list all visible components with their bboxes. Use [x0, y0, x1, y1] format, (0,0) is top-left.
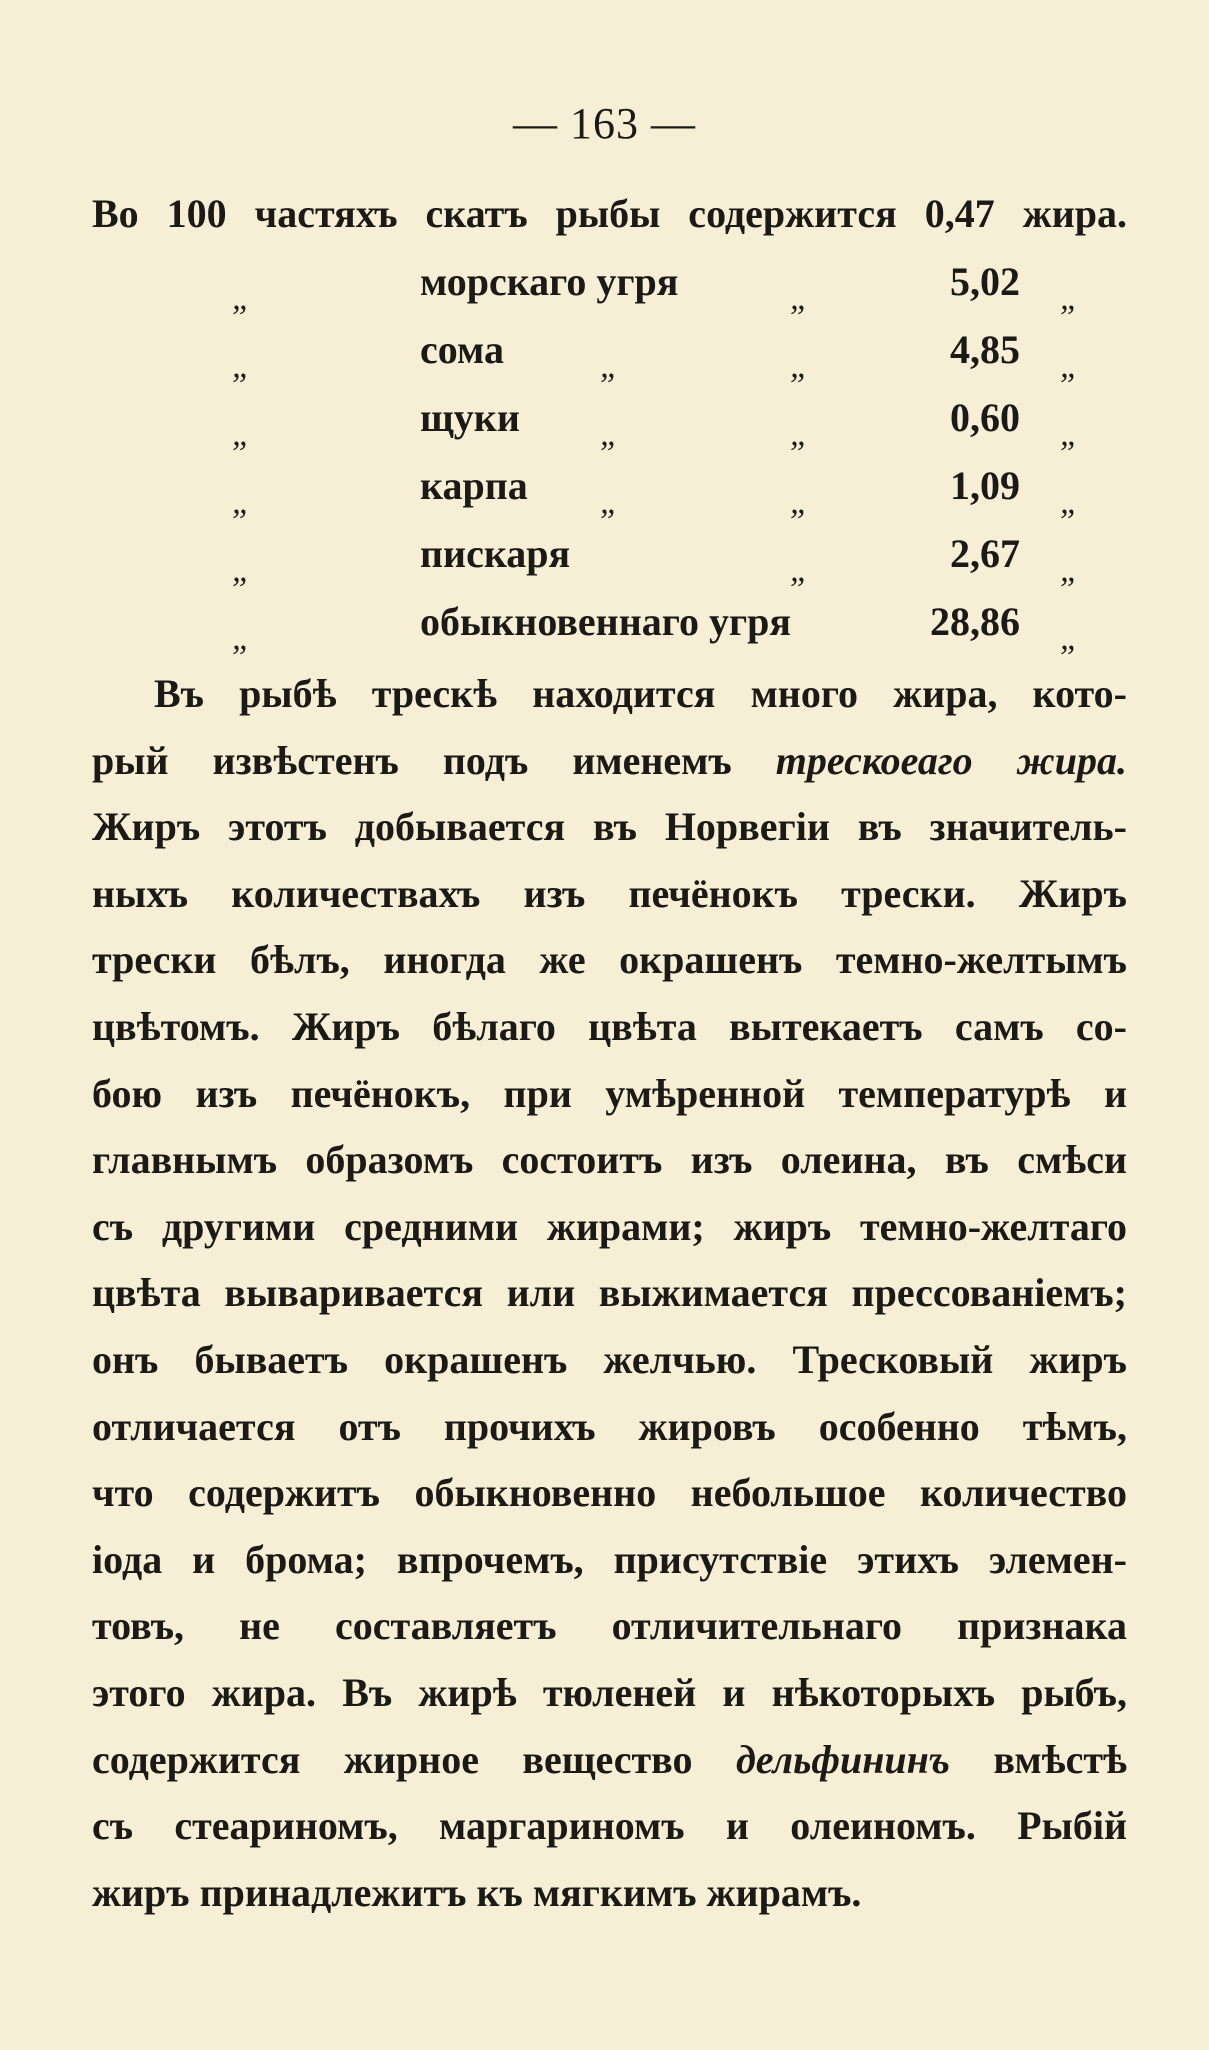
paragraph-line: товъ, не составляетъ отличительнаго признака: [92, 1603, 1127, 1649]
fish-name: пискаря: [420, 531, 571, 576]
table-row: [0, 394, 1209, 454]
ditto-mark: „: [232, 416, 251, 453]
paragraph-line: жиръ принадлежитъ къ мягкимъ жирамъ.: [92, 1869, 862, 1915]
body-paragraph: [92, 668, 1127, 1933]
paragraph-line: этого жира. Въ жирѣ тюленей и нѣкоторыхъ рыбъ,: [92, 1669, 1127, 1715]
paragraph-line: онъ бываетъ окрашенъ желчью. Тресковый жиръ: [92, 1336, 1127, 1382]
paragraph-line: цвѣта вываривается или выжимается прессованіемъ;: [92, 1270, 1127, 1316]
ditto-mark: „: [1060, 348, 1079, 385]
paragraph-line: съ другими средними жирами; жиръ темно-желтаго: [92, 1203, 1127, 1249]
paragraph-line: главнымъ образомъ состоитъ изъ олеина, въ смѣси: [92, 1137, 1127, 1183]
ditto-mark: „: [232, 484, 251, 521]
ditto-mark: „: [232, 552, 251, 589]
fat-value: 1,09: [950, 463, 1020, 508]
ditto-mark: „: [232, 280, 251, 317]
fish-name: морскаго угря: [420, 259, 679, 304]
ditto-mark: „: [232, 620, 251, 657]
fat-value: 28,86: [930, 599, 1020, 644]
fish-name: щуки: [420, 395, 520, 440]
ditto-mark: „: [1060, 552, 1079, 589]
ditto-mark: „: [790, 552, 809, 589]
fat-value: 2,67: [950, 531, 1020, 576]
intro-line: Во 100 частяхъ скатъ рыбы содержится 0,47 жира.: [92, 191, 1127, 236]
table-row: [0, 258, 1209, 318]
fish-name: сома: [420, 327, 504, 372]
paragraph-line: бою изъ печёнокъ, при умѣренной температурѣ и: [92, 1070, 1127, 1116]
ditto-mark: „: [232, 348, 251, 385]
ditto-mark: „: [600, 348, 619, 385]
ditto-mark: „: [1060, 484, 1079, 521]
line-text: содержится жирное вещество: [92, 1736, 736, 1782]
fat-value: 5,02: [950, 259, 1020, 304]
ditto-mark: „: [790, 484, 809, 521]
ditto-mark: „: [790, 416, 809, 453]
fat-value: 0,60: [950, 395, 1020, 440]
paragraph-line: Жиръ этотъ добывается въ Норвегіи въ значитель-: [92, 804, 1127, 850]
emphasized-term: трескоеаго жира.: [775, 737, 1128, 783]
ditto-mark: „: [1060, 620, 1079, 657]
table-row: [0, 462, 1209, 522]
paragraph-line: Въ рыбѣ трескѣ находится много жира, кото-: [154, 671, 1127, 716]
fish-name: карпа: [420, 463, 528, 508]
table-row: [0, 326, 1209, 386]
table-row: [0, 530, 1209, 590]
paragraph-line: отличается отъ прочихъ жировъ особенно тѣмъ,: [92, 1403, 1127, 1449]
page-number: — 163 —: [513, 99, 696, 148]
ditto-mark: „: [790, 280, 809, 317]
ditto-mark: „: [600, 484, 619, 521]
paragraph-line: ныхъ количествахъ изъ печёнокъ трески. Жиръ: [92, 870, 1127, 916]
paragraph-line: цвѣтомъ. Жиръ бѣлаго цвѣта вытекаетъ самъ со-: [92, 1003, 1127, 1049]
paragraph-line: трески бѣлъ, иногда же окрашенъ темно-желтымъ: [92, 937, 1127, 983]
ditto-mark: „: [1060, 416, 1079, 453]
paragraph-line: іода и брома; впрочемъ, присутствіе этихъ элемен-: [92, 1536, 1127, 1582]
paragraph-line: что содержитъ обыкновенно небольшое количество: [92, 1470, 1127, 1516]
paragraph-line: [92, 735, 1127, 802]
emphasized-term: дельфининъ: [735, 1736, 950, 1782]
line-text: рый извѣстенъ подъ именемъ: [92, 737, 776, 783]
ditto-mark: „: [1060, 280, 1079, 317]
table-row: [0, 598, 1209, 658]
paragraph-line: [92, 1734, 1127, 1801]
paragraph-line: съ стеариномъ, маргариномъ и олеиномъ. Рыбій: [92, 1803, 1127, 1849]
ditto-mark: „: [790, 348, 809, 385]
fat-value: 4,85: [950, 327, 1020, 372]
ditto-mark: „: [600, 416, 619, 453]
fish-name: обыкновеннаго угря: [420, 599, 791, 644]
line-text: вмѣстѣ: [949, 1736, 1127, 1782]
